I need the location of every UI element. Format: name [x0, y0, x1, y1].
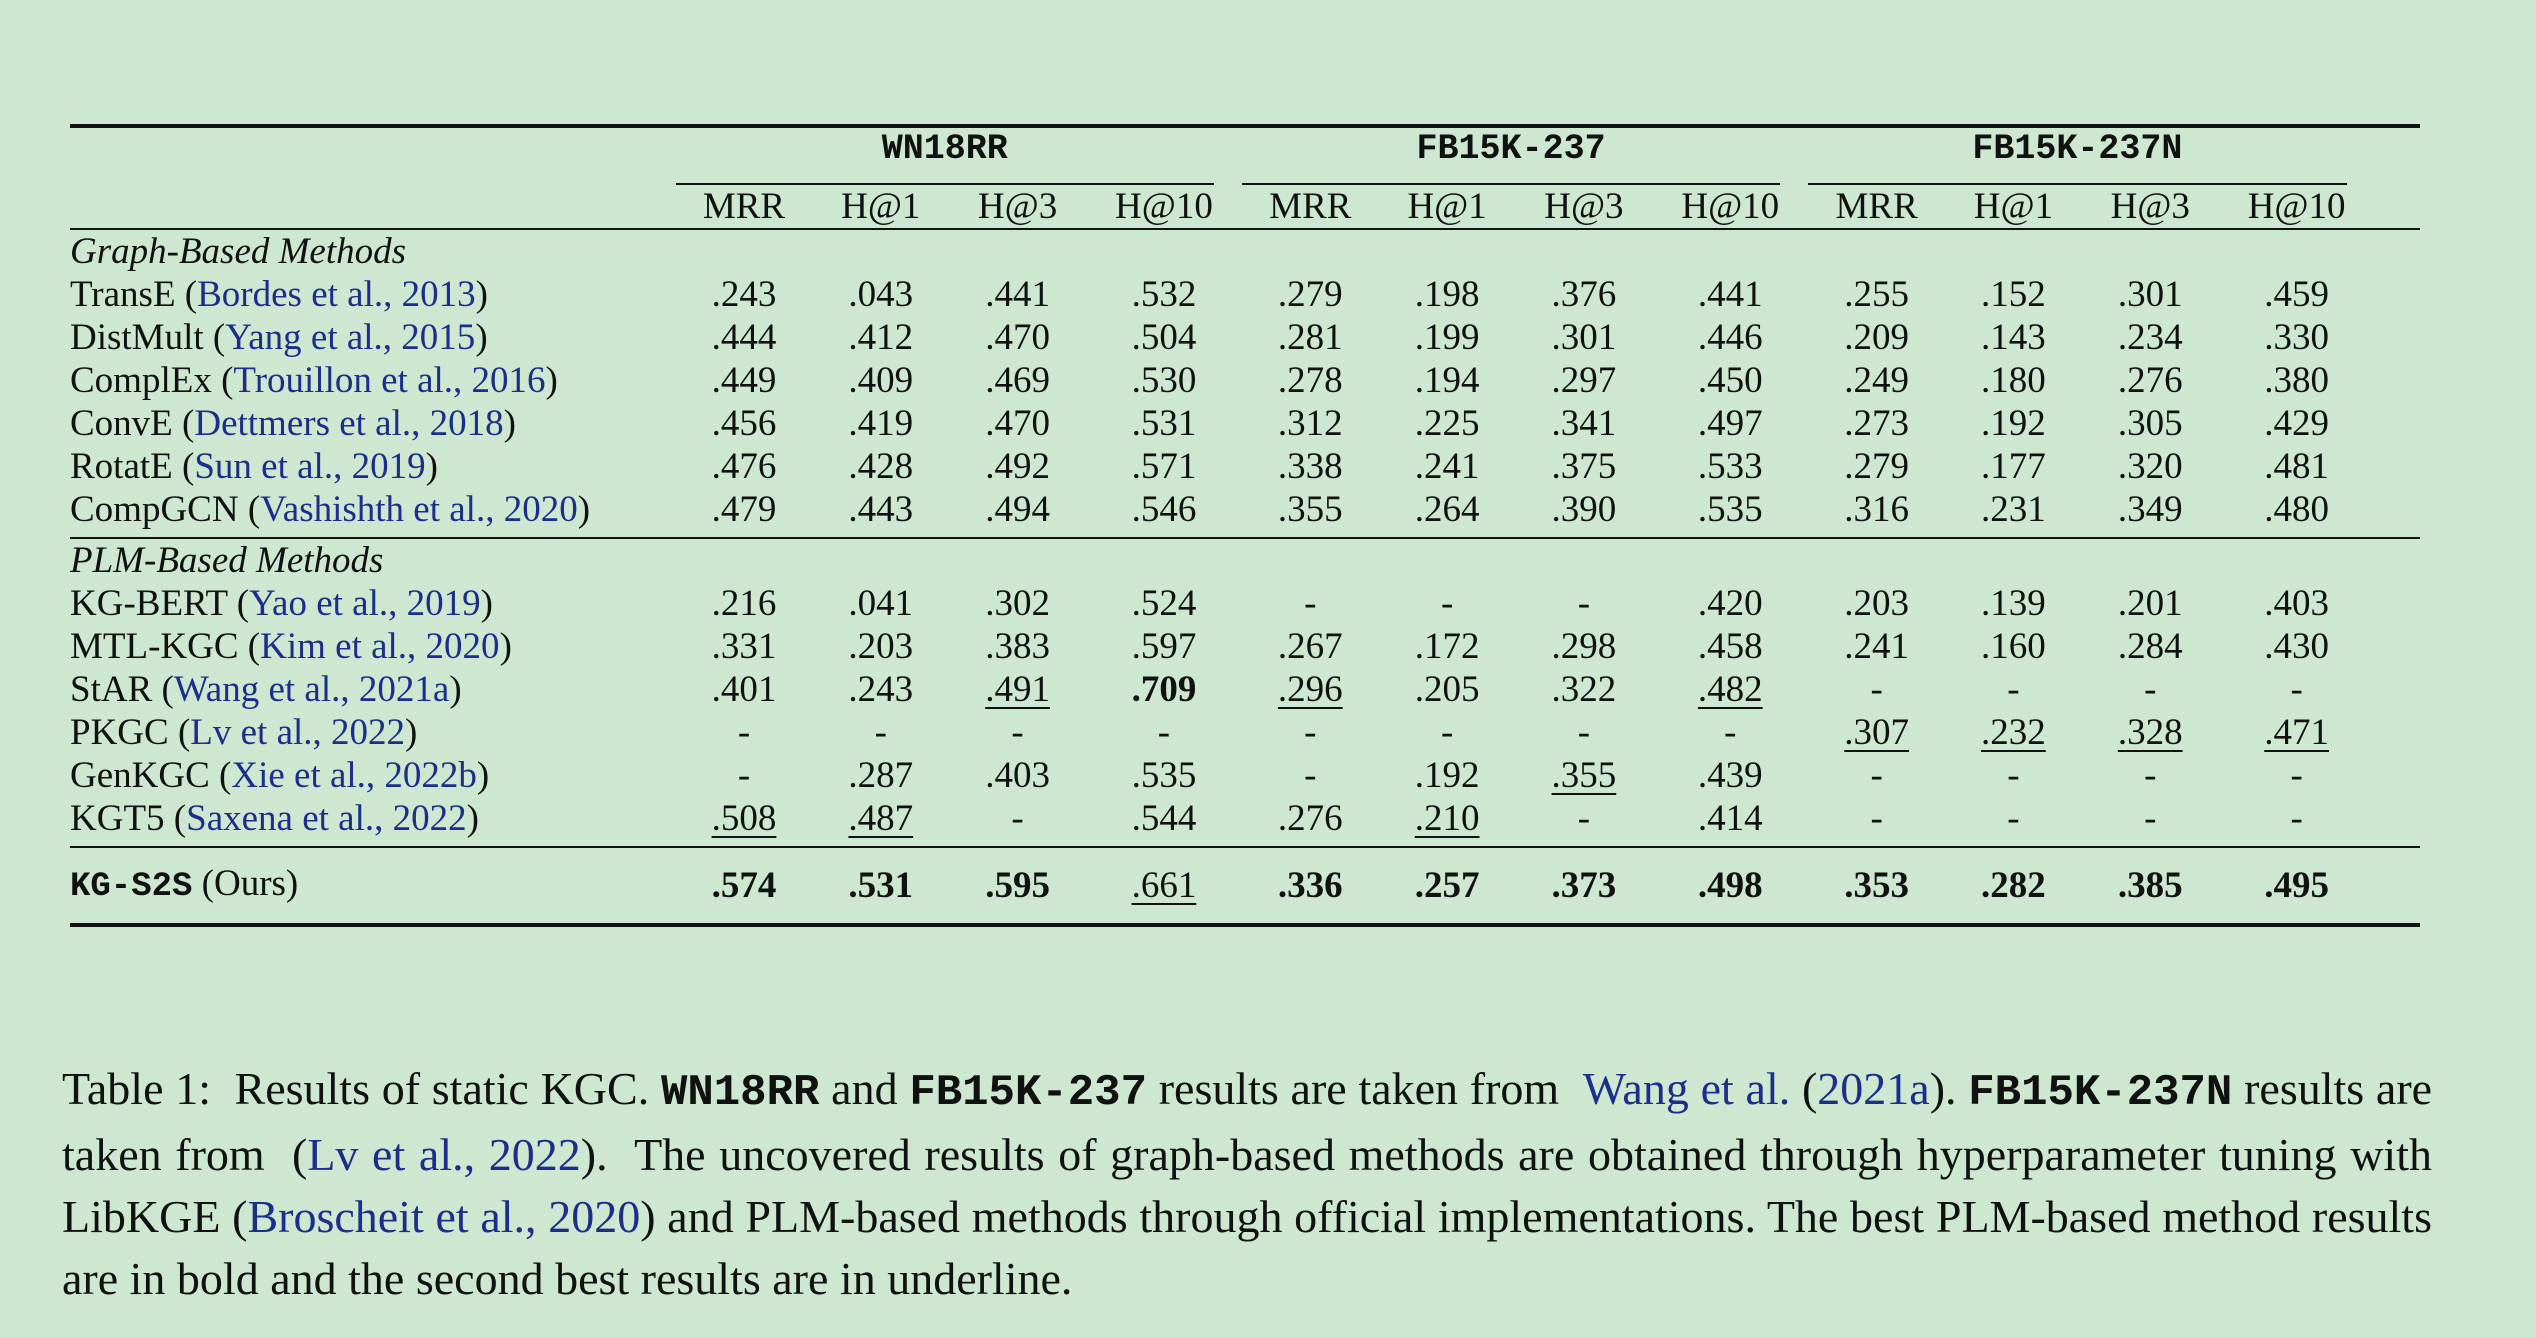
metric-cell: .276 [1277, 798, 1343, 839]
metric-cell: - [1577, 583, 1591, 624]
metric-cell: - [1304, 755, 1317, 796]
metric-cell: .504 [1131, 317, 1197, 358]
metric-cell: .661 [1131, 865, 1197, 906]
metric-cell: .296 [1277, 669, 1343, 710]
metric-cell: .476 [711, 446, 777, 487]
metric-cell: .255 [1844, 274, 1909, 315]
metric-cell: .497 [1697, 403, 1763, 444]
metric-cell: .403 [985, 755, 1050, 796]
dataset-header: FB15K-237N [1808, 126, 2374, 185]
table-row-ours [70, 847, 2420, 925]
metric-cell: .380 [2264, 360, 2329, 401]
metric-cell: .531 [848, 865, 914, 906]
metric-cell: .709 [1131, 669, 1197, 710]
metric-cell: - [2290, 669, 2303, 710]
metric-cell: .341 [1551, 403, 1617, 444]
table-row [70, 488, 2420, 538]
metric-cell: .532 [1131, 274, 1197, 315]
method-citation-link[interactable]: Yang et al., 2015 [225, 317, 476, 358]
metric-cell: .257 [1414, 865, 1480, 906]
table-row [70, 625, 2420, 668]
metric-cell: .533 [1697, 446, 1763, 487]
metric-cell: - [1157, 712, 1171, 753]
method-label: RotatE [70, 446, 173, 487]
metric-cell: .203 [1844, 583, 1909, 624]
metric-header: H@3 [977, 186, 1058, 227]
metric-cell: .243 [848, 669, 914, 710]
dataset-header: FB15K-237 [1242, 126, 1808, 185]
metric-cell: - [1440, 712, 1454, 753]
metric-cell: .459 [2264, 274, 2329, 315]
dataset-header: WN18RR [676, 126, 1242, 185]
caption-text: Results of static KGC. [234, 1063, 650, 1114]
dataset-header-row [70, 126, 2420, 185]
metric-cell: .199 [1414, 317, 1480, 358]
method-name: PKGC (Lv et al., 2022) [70, 712, 418, 753]
method-label: MTL-KGC [70, 626, 239, 667]
method-name: KGT5 (Saxena et al., 2022) [70, 798, 479, 839]
metric-cell: .450 [1697, 360, 1763, 401]
method-citation-link[interactable]: Yao et al., 2019 [249, 583, 481, 624]
metric-cell: .241 [1414, 446, 1480, 487]
metric-cell: .390 [1551, 489, 1617, 530]
metric-header: H@10 [2247, 186, 2346, 227]
metric-cell: .143 [1981, 317, 2046, 358]
metric-cell: .276 [2117, 360, 2183, 401]
metric-cell: .414 [1697, 798, 1763, 839]
metric-header: H@3 [2110, 186, 2190, 227]
metric-cell: .355 [1277, 489, 1343, 530]
metric-cell: .320 [2117, 446, 2183, 487]
method-name: RotatE (Sun et al., 2019) [70, 446, 438, 487]
metric-cell: .531 [1131, 403, 1197, 444]
metric-cell: .349 [2117, 489, 2183, 530]
results-table [70, 124, 2420, 927]
method-name: KG-BERT (Yao et al., 2019) [70, 583, 493, 624]
method-name: ComplEx (Trouillon et al., 2016) [70, 360, 558, 401]
metric-cell: - [1577, 712, 1591, 753]
metric-cell: .205 [1414, 669, 1480, 710]
method-citation-link[interactable]: Bordes et al., 2013 [197, 274, 476, 315]
metric-cell: .160 [1981, 626, 2046, 667]
metric-cell: .376 [1551, 274, 1617, 315]
metric-cell: .470 [985, 317, 1050, 358]
metric-cell: .243 [711, 274, 777, 315]
metric-cell: .446 [1697, 317, 1763, 358]
method-citation-link[interactable]: Dettmers et al., 2018 [194, 403, 504, 444]
metric-cell: - [2007, 798, 2020, 839]
metric-cell: .264 [1414, 489, 1480, 530]
metric-cell: .420 [1697, 583, 1763, 624]
metric-cell: .524 [1131, 583, 1197, 624]
metric-cell: .353 [1844, 865, 1909, 906]
metric-cell: .443 [848, 489, 914, 530]
metric-cell: .301 [1551, 317, 1617, 358]
group-header-row [70, 229, 2420, 273]
method-label: ComplEx [70, 360, 212, 401]
method-citation-link[interactable]: Kim et al., 2020 [260, 626, 500, 667]
metric-header: MRR [702, 186, 786, 227]
metric-cell: .471 [2264, 712, 2329, 753]
metric-header: H@1 [841, 186, 921, 227]
table-row [70, 582, 2420, 625]
method-label: StAR [70, 669, 153, 710]
table-row [70, 402, 2420, 445]
metric-cell: .322 [1551, 669, 1617, 710]
metric-cell: - [1304, 712, 1317, 753]
method-citation-link[interactable]: Saxena et al., 2022 [186, 798, 467, 839]
metric-cell: .383 [985, 626, 1050, 667]
metric-cell: .336 [1277, 865, 1343, 906]
metric-cell: .491 [985, 669, 1050, 710]
metric-cell: - [1870, 669, 1883, 710]
caption-citation-link[interactable]: Lv et al., 2022 [307, 1129, 581, 1180]
metric-cell: .441 [985, 274, 1050, 315]
caption-text: results are taken from [62, 1063, 2433, 1180]
table-caption: Table 1: Results of static KGC. WN18RR and FB15K-237 results are taken from Wang et al. (2021a). FB15K-237N results are taken from (Lv et al., 2022). The uncovered results of graph-based methods are obtained through hyperparameter tuning with LibKGE (Broscheit et al., 2020) and PLM-based methods through official implementations. The best PLM-based method results are in bold and the second best results are in underline. [62, 1063, 2433, 1304]
metric-cell: .216 [711, 583, 777, 624]
caption-text: and PLM-based methods through official implementations. The best PLM-based method results are in bold and the second best results are in underline. [62, 1191, 2432, 1304]
metric-cell: .041 [848, 583, 914, 624]
metric-cell: .441 [1697, 274, 1763, 315]
metric-cell: .487 [848, 798, 914, 839]
metric-cell: .152 [1981, 274, 2046, 315]
metric-cell: - [1440, 583, 1454, 624]
metric-cell: .284 [2117, 626, 2183, 667]
caption-text: The uncovered results of graph-based methods are obtained through hyperparameter tuning with LibKGE [62, 1129, 2432, 1242]
metric-cell: .279 [1844, 446, 1909, 487]
table-row [70, 316, 2420, 359]
metric-cell: - [1011, 798, 1024, 839]
caption-citation-link[interactable]: Broscheit et al., 2020 [247, 1191, 641, 1242]
method-name: MTL-KGC (Kim et al., 2020) [70, 626, 512, 667]
metric-cell: .198 [1414, 274, 1480, 315]
metric-cell: .297 [1551, 360, 1617, 401]
metric-cell: .192 [1414, 755, 1480, 796]
group-label: Graph-Based Methods [70, 231, 407, 272]
metric-cell: - [1011, 712, 1024, 753]
table-row [70, 711, 2420, 754]
metric-cell: .282 [1981, 865, 2046, 906]
metric-cell: .279 [1277, 274, 1343, 315]
method-name: GenKGC (Xie et al., 2022b) [70, 755, 490, 796]
metric-cell: .597 [1131, 626, 1197, 667]
results-table-container [70, 124, 2420, 927]
metric-cell: .456 [711, 403, 777, 444]
metric-cell: .273 [1844, 403, 1909, 444]
metric-cell: .419 [848, 403, 914, 444]
metric-cell: .481 [2264, 446, 2329, 487]
method-name: StAR (Wang et al., 2021a) [70, 669, 462, 710]
metric-header: H@10 [1115, 186, 1213, 227]
metric-cell: .535 [1131, 755, 1197, 796]
metric-cell: - [2290, 798, 2303, 839]
metric-cell: .429 [2264, 403, 2329, 444]
metric-cell: - [1577, 798, 1591, 839]
metric-cell: .232 [1981, 712, 2046, 753]
method-label: PKGC [70, 712, 169, 753]
metric-cell: .430 [2264, 626, 2329, 667]
metric-cell: .139 [1981, 583, 2046, 624]
metric-cell: - [1870, 755, 1883, 796]
metric-cell: .278 [1277, 360, 1343, 401]
metric-cell: .330 [2264, 317, 2329, 358]
metric-header: H@1 [1973, 186, 2054, 227]
metric-cell: .401 [711, 669, 777, 710]
metric-cell: .495 [2264, 865, 2329, 906]
metric-cell: .331 [711, 626, 777, 667]
metric-cell: - [2144, 798, 2157, 839]
metric-cell: .180 [1981, 360, 2046, 401]
caption-citation-link[interactable]: Wang et al. [1582, 1063, 1791, 1114]
method-label: TransE [70, 274, 176, 315]
caption-text: results are taken from [1158, 1063, 1560, 1114]
caption-dataset: FB15K-237 [909, 1068, 1147, 1118]
metric-cell: .480 [2264, 489, 2329, 530]
table-row [70, 359, 2420, 402]
metric-cell: .428 [848, 446, 914, 487]
metric-cell: .043 [848, 274, 914, 315]
method-citation-link[interactable]: Trouillon et al., 2016 [233, 360, 546, 401]
table-row [70, 445, 2420, 488]
method-name: ConvE (Dettmers et al., 2018) [70, 403, 516, 444]
metric-cell: .535 [1697, 489, 1763, 530]
metric-cell: - [2144, 669, 2157, 710]
metric-cell: .194 [1414, 360, 1480, 401]
metric-cell: .281 [1277, 317, 1343, 358]
metric-cell: .385 [2117, 865, 2183, 906]
method-label: DistMult [70, 317, 204, 358]
metric-cell: .449 [711, 360, 777, 401]
method-name: KG-S2S (Ours) [70, 863, 299, 906]
metric-cell: .403 [2264, 583, 2329, 624]
metric-cell: - [2144, 755, 2157, 796]
metric-cell: .203 [848, 626, 914, 667]
metric-cell: - [2007, 755, 2020, 796]
metric-cell: .355 [1551, 755, 1617, 796]
caption-label: Table 1: [62, 1063, 212, 1114]
plm-based-group [70, 538, 2420, 847]
metric-cell: .305 [2117, 403, 2183, 444]
metric-cell: .373 [1551, 865, 1617, 906]
metric-cell: .444 [711, 317, 777, 358]
metric-cell: .469 [985, 360, 1050, 401]
method-citation-link[interactable]: Lv et al., 2022 [190, 712, 406, 753]
metric-cell: .470 [985, 403, 1050, 444]
metric-cell: .302 [985, 583, 1050, 624]
method-label: GenKGC [70, 755, 210, 796]
metric-cell: .439 [1697, 755, 1763, 796]
metric-cell: .210 [1414, 798, 1480, 839]
metric-cell: .498 [1697, 865, 1763, 906]
metric-cell: .192 [1981, 403, 2046, 444]
method-name: CompGCN (Vashishth et al., 2020) [70, 489, 591, 530]
caption-citation-year-link[interactable]: 2021a [1817, 1063, 1930, 1114]
caption-dataset: FB15K-237N [1968, 1068, 2233, 1118]
table-row [70, 754, 2420, 797]
metric-cell: .241 [1844, 626, 1909, 667]
metric-cell: .234 [2117, 317, 2183, 358]
metric-cell: - [2290, 755, 2303, 796]
metric-cell: .338 [1277, 446, 1343, 487]
metric-cell: .530 [1131, 360, 1197, 401]
metric-cell: .312 [1277, 403, 1343, 444]
metric-cell: .172 [1414, 626, 1480, 667]
metric-cell: .412 [848, 317, 914, 358]
method-citation-link[interactable]: Sun et al., 2019 [194, 446, 426, 487]
table-row [70, 797, 2420, 847]
method-citation-link[interactable]: Wang et al., 2021a [173, 669, 450, 710]
metric-cell: - [874, 712, 887, 753]
metric-header: H@1 [1407, 186, 1487, 227]
method-name: DistMult (Yang et al., 2015) [70, 317, 488, 358]
metric-cell: .301 [2117, 274, 2183, 315]
metric-cell: .225 [1414, 403, 1480, 444]
group-label: PLM-Based Methods [70, 540, 384, 581]
method-label: ConvE [70, 403, 173, 444]
metric-cell: .482 [1697, 669, 1763, 710]
metric-cell: .546 [1131, 489, 1197, 530]
metric-cell: .375 [1551, 446, 1617, 487]
metric-cell: - [737, 712, 751, 753]
metric-cell: .409 [848, 360, 914, 401]
graph-based-group [70, 229, 2420, 538]
table-row [70, 273, 2420, 316]
metric-header-row [70, 185, 2420, 229]
metric-cell: .458 [1697, 626, 1763, 667]
metric-cell: .595 [985, 865, 1050, 906]
metric-cell: .571 [1131, 446, 1197, 487]
metric-header: H@3 [1544, 186, 1624, 227]
metric-cell: .574 [711, 865, 777, 906]
metric-cell: - [737, 755, 751, 796]
metric-cell: .494 [985, 489, 1050, 530]
metric-header: H@10 [1681, 186, 1780, 227]
method-label: CompGCN [70, 489, 239, 530]
metric-cell: .209 [1844, 317, 1909, 358]
method-name: TransE (Bordes et al., 2013) [70, 274, 488, 315]
metric-cell: .201 [2117, 583, 2183, 624]
table-row [70, 668, 2420, 711]
metric-cell: .307 [1844, 712, 1909, 753]
group-header-row [70, 538, 2420, 582]
metric-cell: .287 [848, 755, 914, 796]
metric-cell: - [2007, 669, 2020, 710]
metric-cell: .316 [1844, 489, 1909, 530]
metric-cell: .249 [1844, 360, 1909, 401]
metric-cell: .328 [2117, 712, 2183, 753]
metric-cell: - [1304, 583, 1317, 624]
metric-cell: .479 [711, 489, 777, 530]
caption-text: and [831, 1063, 898, 1114]
metric-cell: .231 [1981, 489, 2046, 530]
metric-cell: .177 [1981, 446, 2046, 487]
metric-cell: .267 [1277, 626, 1343, 667]
method-citation-link[interactable]: Xie et al., 2022b [231, 755, 477, 796]
method-label: KG-BERT [70, 583, 228, 624]
metric-cell: .492 [985, 446, 1050, 487]
caption-dataset: WN18RR [660, 1068, 820, 1118]
metric-cell: - [1870, 798, 1883, 839]
metric-cell: .298 [1551, 626, 1617, 667]
metric-header: MRR [1835, 186, 1918, 227]
method-label: KGT5 [70, 798, 165, 839]
metric-cell: .544 [1131, 798, 1197, 839]
metric-cell: .508 [711, 798, 777, 839]
method-citation-link[interactable]: Vashishth et al., 2020 [260, 489, 578, 530]
metric-cell: - [1724, 712, 1737, 753]
metric-header: MRR [1269, 186, 1352, 227]
ours-group [70, 847, 2420, 925]
